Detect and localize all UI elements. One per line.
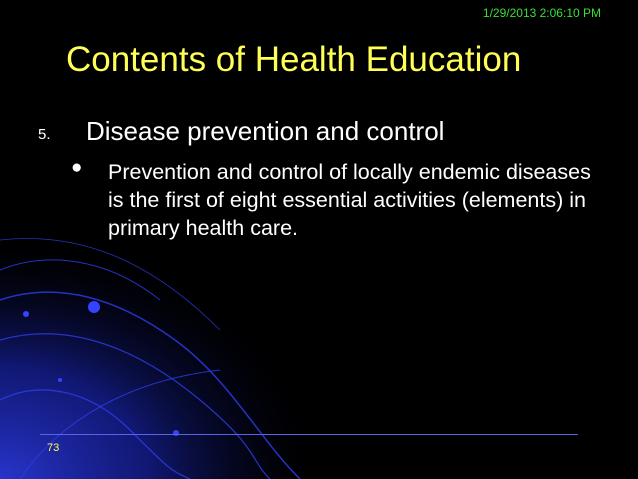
bullet-icon: ● <box>71 157 83 178</box>
footer-divider <box>40 434 578 435</box>
point-number: 5. <box>38 126 51 143</box>
slide-title: Contents of Health Education <box>66 40 522 79</box>
bullet-text: Prevention and control of locally endemic diseases is the first of eight essential activities (elements) in primary health care. <box>108 160 591 240</box>
slide-timestamp: 1/29/2013 2:06:10 PM <box>482 6 601 20</box>
page-number: 73 <box>47 442 60 454</box>
point-heading: Disease prevention and control <box>86 116 445 146</box>
